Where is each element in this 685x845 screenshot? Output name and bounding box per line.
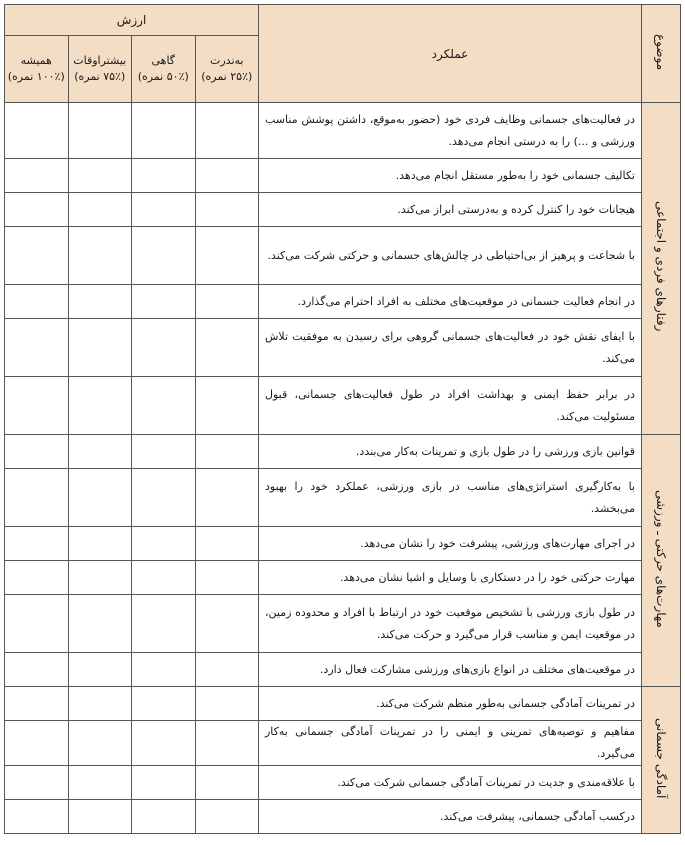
topic-cell	[642, 687, 681, 834]
rating-cell[interactable]	[195, 766, 259, 800]
table-row	[5, 800, 681, 834]
rating-cell[interactable]	[132, 103, 196, 159]
rating-cell[interactable]	[68, 227, 132, 285]
performance-text: با شجاعت و پرهیز از بی‌احتیاطی در چالش‌های جسمانی و حرکتی شرکت می‌کند.	[259, 227, 642, 285]
rating-cell[interactable]	[68, 469, 132, 527]
rating-cell[interactable]	[5, 103, 69, 159]
rating-cell[interactable]	[195, 319, 259, 377]
rating-cell[interactable]	[68, 561, 132, 595]
performance-text: با به‌کارگیری استراتژی‌های مناسب در بازی ورزشی، عملکرد خود را بهبود می‌بخشد.	[259, 469, 642, 527]
performance-text: درکسب آمادگی جسمانی، پیشرفت می‌کند.	[259, 800, 642, 834]
table-row	[5, 595, 681, 653]
rating-cell[interactable]	[132, 800, 196, 834]
rating-cell[interactable]	[195, 227, 259, 285]
rating-cell[interactable]	[68, 653, 132, 687]
rating-cell[interactable]	[132, 285, 196, 319]
rubric-body	[5, 103, 681, 834]
rating-cell[interactable]	[5, 159, 69, 193]
level-name: بیشتراوقات	[73, 54, 127, 67]
rating-cell[interactable]	[5, 561, 69, 595]
rating-cell[interactable]	[195, 435, 259, 469]
rating-cell[interactable]	[195, 103, 259, 159]
rating-cell[interactable]	[5, 285, 69, 319]
rating-cell[interactable]	[68, 800, 132, 834]
rating-cell[interactable]	[5, 469, 69, 527]
table-row	[5, 435, 681, 469]
performance-text: در تمرینات آمادگی جسمانی به‌طور منظم شرکت می‌کند.	[259, 687, 642, 721]
rating-cell[interactable]	[68, 285, 132, 319]
rating-cell[interactable]	[68, 687, 132, 721]
rubric-table	[4, 4, 681, 834]
performance-text: در موقعیت‌های مختلف در انواع بازی‌های ورزشی مشارکت فعال دارد.	[259, 653, 642, 687]
rating-cell[interactable]	[132, 159, 196, 193]
rating-cell[interactable]	[5, 653, 69, 687]
topic-header	[642, 5, 681, 103]
level-header-always	[5, 36, 69, 103]
table-row	[5, 653, 681, 687]
rating-cell[interactable]	[5, 527, 69, 561]
rating-cell[interactable]	[195, 561, 259, 595]
rating-cell[interactable]	[132, 766, 196, 800]
rating-cell[interactable]	[68, 193, 132, 227]
performance-text: مهارت حرکتی خود را در دستکاری با وسایل و اشیا نشان می‌دهد.	[259, 561, 642, 595]
rating-cell[interactable]	[132, 469, 196, 527]
performance-text: در طول بازی ورزشی با تشخیص موقعیت خود در ارتباط با افراد و محدوده زمین، در موقعیت ایمن و مناسب قرار می‌گیرد و حرکت می‌کند.	[259, 595, 642, 653]
rating-cell[interactable]	[132, 653, 196, 687]
performance-text: هیجانات خود را کنترل کرده و به‌درستی ابراز می‌کند.	[259, 193, 642, 227]
rating-cell[interactable]	[68, 103, 132, 159]
rating-cell[interactable]	[68, 527, 132, 561]
performance-text: در فعالیت‌های جسمانی وظایف فردی خود (حضور به‌موقع، داشتن پوشش مناسب ورزشی و ...) را به درستی انجام می‌دهد.	[259, 103, 642, 159]
performance-text: قوانین بازی ورزشی را در طول بازی و تمرینات به‌کار می‌بندد.	[259, 435, 642, 469]
rating-cell[interactable]	[132, 721, 196, 766]
rating-cell[interactable]	[195, 159, 259, 193]
rating-cell[interactable]	[132, 319, 196, 377]
rating-cell[interactable]	[5, 721, 69, 766]
table-row	[5, 527, 681, 561]
topic-label: آمادگی جسمانی	[654, 717, 668, 799]
table-row	[5, 193, 681, 227]
table-row	[5, 561, 681, 595]
level-header-rarely	[195, 36, 259, 103]
rating-cell[interactable]	[195, 687, 259, 721]
performance-text: تکالیف جسمانی خود را به‌طور مستقل انجام می‌دهد.	[259, 159, 642, 193]
rating-cell[interactable]	[132, 527, 196, 561]
rating-cell[interactable]	[5, 687, 69, 721]
performance-text: با ایفای نقش خود در فعالیت‌های جسمانی گروهی برای رسیدن به موفقیت تلاش می‌کند.	[259, 319, 642, 377]
table-row	[5, 285, 681, 319]
rating-cell[interactable]	[195, 469, 259, 527]
rating-cell[interactable]	[195, 721, 259, 766]
rating-cell[interactable]	[68, 377, 132, 435]
topic-label: مهارت‌های حرکتی ـ ورزشی	[654, 489, 668, 628]
level-score: (۵۰٪ نمره)	[137, 70, 189, 83]
table-row	[5, 227, 681, 285]
rating-cell[interactable]	[195, 285, 259, 319]
rating-cell[interactable]	[195, 193, 259, 227]
rating-cell[interactable]	[5, 435, 69, 469]
topic-header-text: موضوع	[654, 33, 668, 71]
performance-header: عملکرد	[259, 5, 642, 103]
table-row	[5, 159, 681, 193]
rating-cell[interactable]	[195, 800, 259, 834]
table-row	[5, 766, 681, 800]
level-header-often	[68, 36, 132, 103]
table-row	[5, 687, 681, 721]
rating-cell[interactable]	[195, 377, 259, 435]
assessment-rubric	[4, 4, 681, 834]
performance-text: در برابر حفظ ایمنی و بهداشت افراد در طول فعالیت‌های جسمانی، قبول مسئولیت می‌کند.	[259, 377, 642, 435]
level-score: (۷۵٪ نمره)	[74, 70, 126, 83]
rating-cell[interactable]	[5, 595, 69, 653]
rating-cell[interactable]	[132, 377, 196, 435]
rating-cell[interactable]	[132, 227, 196, 285]
table-row	[5, 377, 681, 435]
level-name: گاهی	[151, 54, 176, 67]
rating-cell[interactable]	[5, 227, 69, 285]
table-row	[5, 721, 681, 766]
level-score: (۲۵٪ نمره)	[201, 70, 253, 83]
table-row	[5, 469, 681, 527]
rating-cell[interactable]	[195, 527, 259, 561]
rating-cell[interactable]	[68, 159, 132, 193]
rating-cell[interactable]	[132, 193, 196, 227]
level-name: همیشه	[20, 54, 52, 67]
rating-cell[interactable]	[132, 595, 196, 653]
topic-cell	[642, 435, 681, 687]
rating-cell[interactable]	[68, 766, 132, 800]
topic-cell	[642, 103, 681, 435]
level-score: (۱۰۰٪ نمره)	[7, 70, 65, 83]
rating-cell[interactable]	[195, 595, 259, 653]
rating-cell[interactable]	[68, 435, 132, 469]
rating-cell[interactable]	[195, 653, 259, 687]
value-header: ارزش	[5, 5, 259, 36]
rating-cell[interactable]	[68, 595, 132, 653]
rating-cell[interactable]	[132, 435, 196, 469]
table-row	[5, 103, 681, 159]
rating-cell[interactable]	[68, 721, 132, 766]
performance-text: در انجام فعالیت جسمانی در موقعیت‌های مختلف به افراد احترام می‌گذارد.	[259, 285, 642, 319]
level-name: به‌ندرت	[210, 54, 244, 67]
rating-cell[interactable]	[5, 193, 69, 227]
performance-text: مفاهیم و توصیه‌های تمرینی و ایمنی را در تمرینات آمادگی جسمانی به‌کار می‌گیرد.	[259, 721, 642, 766]
rating-cell[interactable]	[5, 800, 69, 834]
rating-cell[interactable]	[5, 319, 69, 377]
rating-cell[interactable]	[5, 377, 69, 435]
table-row	[5, 319, 681, 377]
topic-label: رفتارهای فردی و اجتماعی	[654, 201, 668, 332]
performance-text: با علاقه‌مندی و جدیت در تمرینات آمادگی جسمانی شرکت می‌کند.	[259, 766, 642, 800]
level-header-sometimes	[132, 36, 196, 103]
rating-cell[interactable]	[132, 561, 196, 595]
rating-cell[interactable]	[68, 319, 132, 377]
rating-cell[interactable]	[132, 687, 196, 721]
rating-cell[interactable]	[5, 766, 69, 800]
performance-text: در اجرای مهارت‌های ورزشی، پیشرفت خود را نشان می‌دهد.	[259, 527, 642, 561]
